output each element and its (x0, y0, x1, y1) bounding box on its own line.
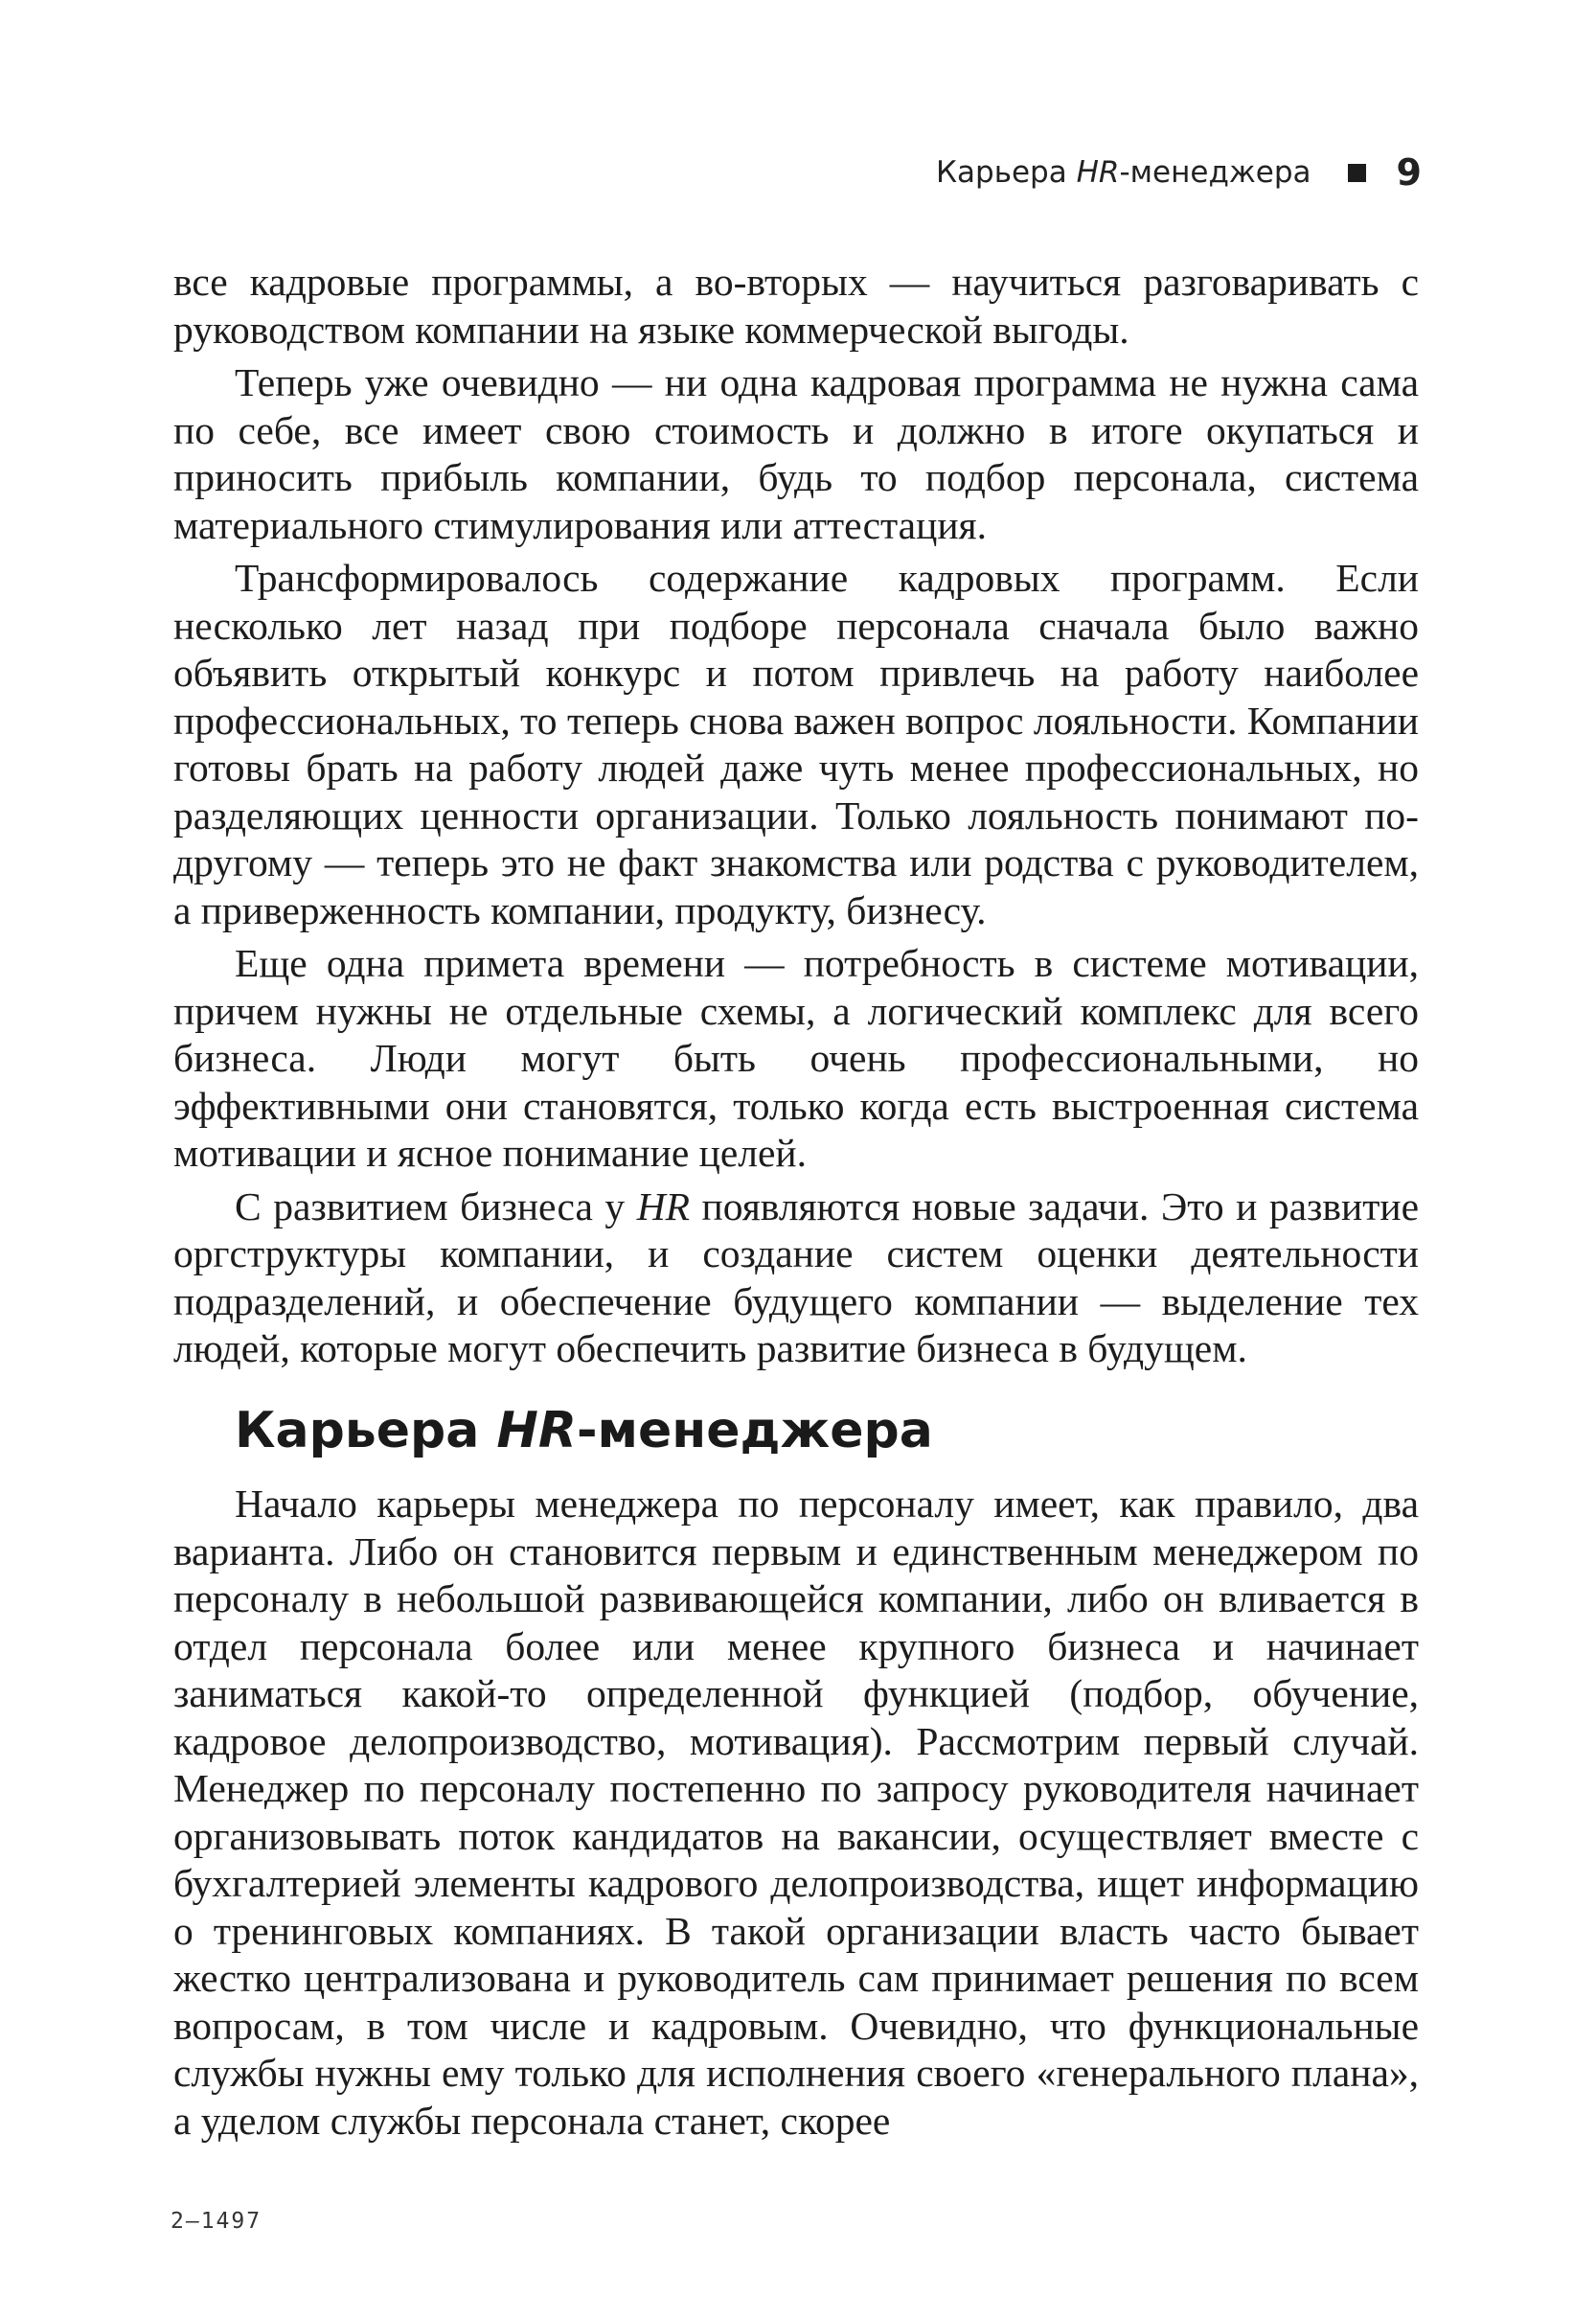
running-head-title: Карьера HR-менеджера (936, 155, 1311, 190)
paragraph-continuation: все кадровые программы, а во-вторых — научиться разговаривать с руководством компании на языке коммерческой выгоды. (173, 260, 1419, 352)
running-head (936, 146, 1422, 199)
paragraph-hr-tasks: С развитием бизнеса у HR появляются новые задачи. Это и развитие оргструктуры компании, и создание систем оценки деятельности подразделений, и обеспечение будущего компании — выделение тех людей, которые могут обеспечить развитие бизнеса в будущем. (173, 1183, 1419, 1370)
paragraph: Теперь уже очевидно — ни одна кадровая программа не нужна сама по себе, все имеет свою стоимость и должно в итоге окупаться и приносить прибыль компании, будь то подбор персонала, система материального стимулирования или аттестация. (173, 360, 1419, 547)
body-text-top (173, 259, 1419, 1373)
section-heading: Карьера HR-менеджера (235, 1402, 933, 1459)
printer-signature-mark: 2—1497 (171, 2209, 262, 2234)
paragraph-career-start: Начало карьеры менеджера по персоналу имеет, как правило, два варианта. Либо он становится первым и единственным менеджером по персоналу в небольшой развивающейся компании, либо он вливается в отдел персонала более или менее крупного бизнеса и начинает заниматься какой-то определенной функцией (подбор, обучение, кадровое делопроизводство, мотивация). Рассмотрим первый случай. Менеджер по персоналу постепенно по запросу руководителя начинает организовывать поток кандидатов на вакансии, осуществляет вместе с бухгалтерией элементы кадрового делопроизводства, ищет информацию о тренинговых компаниях. В такой организации власть часто бывает жестко централизована и руководитель сам принимает решения по всем вопросам, в том числе и кадровым. Очевидно, что функциональные службы нужны ему только для исполнения своего «генерального плана», а уделом службы персонала станет, скорее (173, 1481, 1419, 2143)
paragraph: Еще одна примета времени — потребность в системе мотивации, причем нужны не отдельные схемы, а логический комплекс для всего бизнеса. Люди могут быть очень профессиональными, но эффективными они становятся, только когда есть выстроенная система мотивации и ясное понимание целей. (173, 941, 1419, 1175)
body-text-section (173, 1481, 1419, 2145)
page-number: 9 (1396, 151, 1422, 194)
paragraph: Трансформировалось содержание кадровых программ. Если несколько лет назад при подборе персонала сначала было важно объявить открытый конкурс и потом привлечь на работу наиболее профессиональных, то теперь снова важен вопрос лояльности. Компании готовы брать на работу людей даже чуть менее профессиональных, но разделяющих ценности организации. Только лояльность понимают по-другому — теперь это не факт знакомства или родства с руководителем, а приверженность компании, продукту, бизнесу. (173, 556, 1419, 932)
running-head-square-icon (1348, 164, 1366, 182)
